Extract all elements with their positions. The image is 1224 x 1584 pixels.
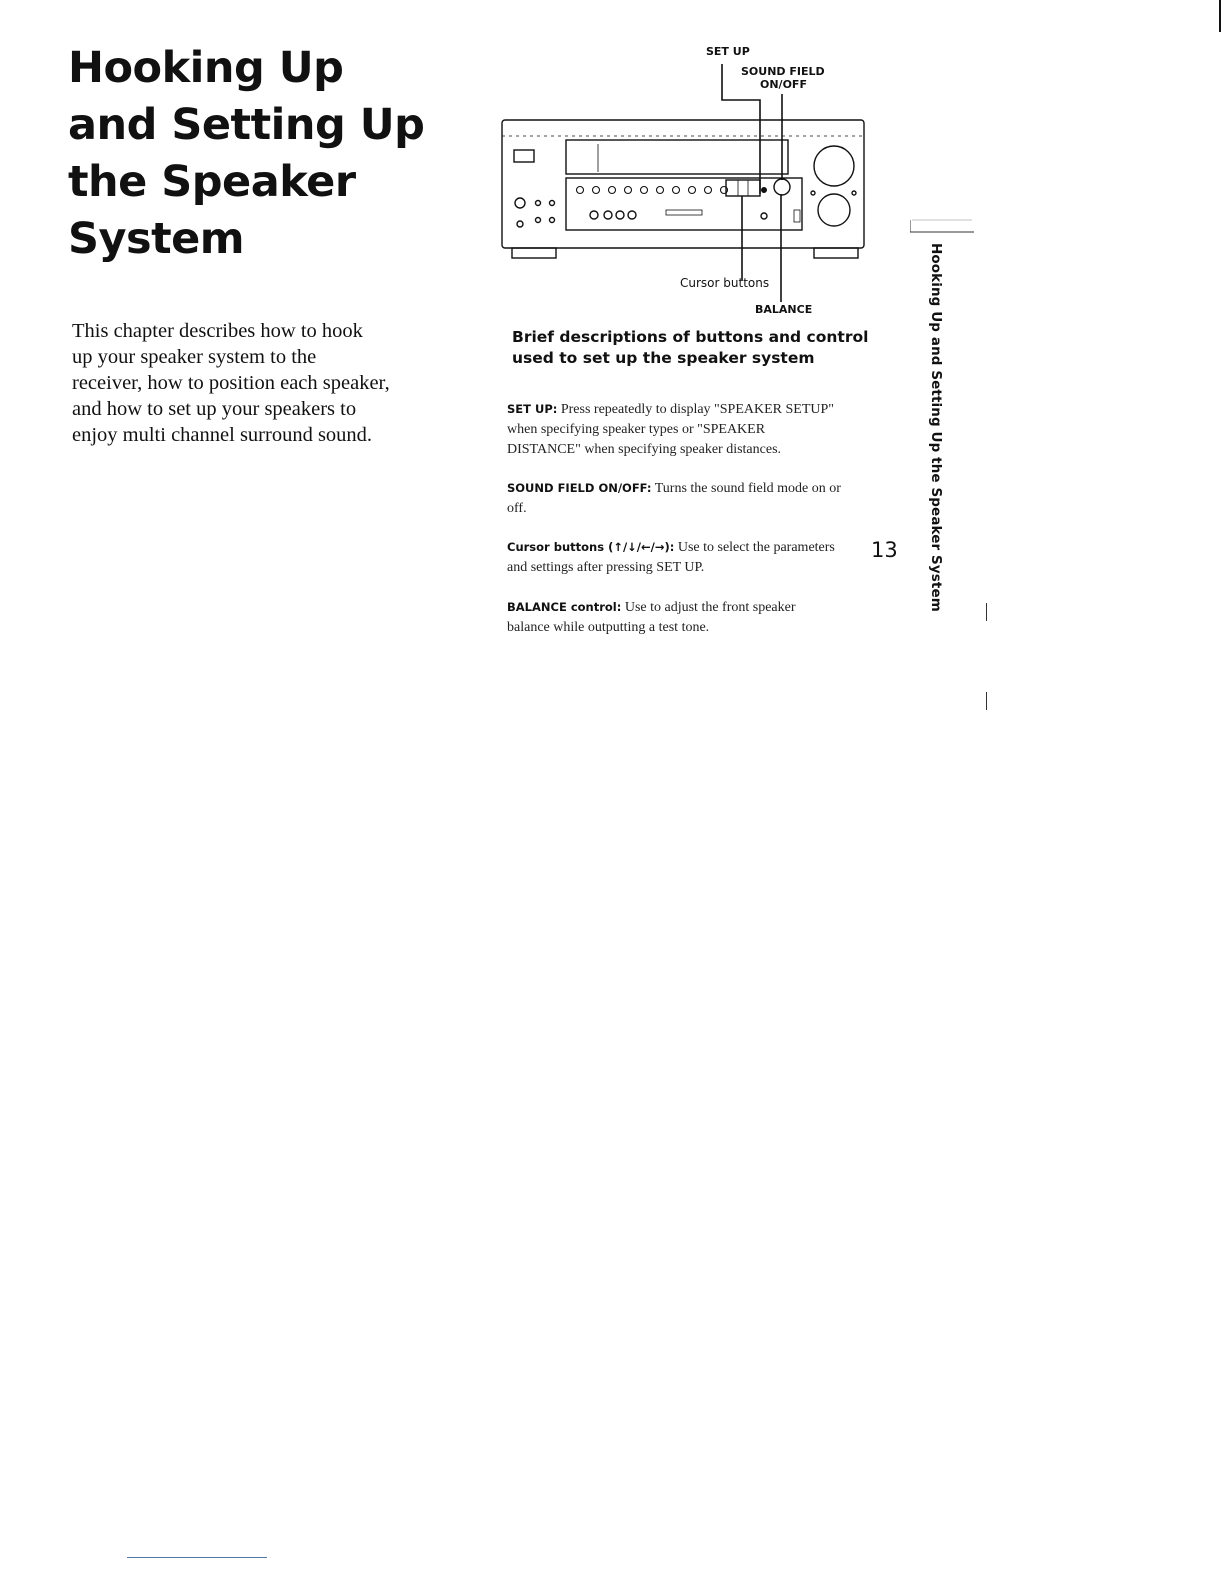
description-text: and settings after pressing SET UP. [507, 560, 705, 575]
intro-line: up your speaker system to the [72, 346, 317, 368]
side-tab: Hooking Up and Setting Up the Speaker System [928, 243, 944, 612]
input-knob [818, 194, 850, 226]
cursor-buttons-description [507, 537, 897, 578]
section-heading-line: used to set up the speaker system [512, 349, 815, 367]
master-volume-knob [814, 146, 854, 186]
cursor-button-cluster [726, 180, 760, 196]
description-text: Turns the sound field mode on or [654, 481, 841, 496]
set-up-description [507, 399, 897, 460]
description-text: balance while outputting a test tone. [507, 620, 710, 635]
title-line: and Setting Up [68, 100, 425, 150]
receiver-foot-left [512, 248, 556, 258]
description-term: BALANCE control: [507, 600, 622, 614]
set-up-label: SET UP [706, 45, 750, 58]
intro-line: This chapter describes how to hook [72, 320, 363, 342]
receiver-body [502, 120, 864, 248]
tab-marker [910, 218, 974, 238]
description-text: when specifying speaker types or "SPEAKER [507, 422, 766, 437]
margin-rule [1219, 0, 1221, 32]
description-term: SOUND FIELD ON/OFF: [507, 481, 652, 495]
title-line: the Speaker [68, 157, 356, 207]
input-selector-row [577, 187, 728, 194]
page-number: 13 [871, 538, 898, 562]
button-panel [566, 178, 802, 230]
description-text: DISTANCE" when specifying speaker distances. [507, 442, 782, 457]
cursor-buttons-label: Cursor buttons [680, 276, 770, 290]
intro-line: receiver, how to position each speaker, [72, 372, 390, 394]
margin-tick [986, 692, 987, 710]
balance-description [507, 597, 897, 638]
section-heading-line: Brief descriptions of buttons and control [512, 328, 869, 346]
intro-line: and how to set up your speakers to [72, 398, 357, 420]
balance-label: BALANCE [755, 303, 813, 316]
section-heading [512, 327, 892, 369]
intro-paragraph [72, 318, 432, 448]
bottom-rule [127, 1557, 267, 1558]
description-text: off. [507, 501, 527, 516]
title-line: System [68, 214, 245, 264]
set-up-marker [761, 187, 767, 193]
description-term: SET UP: [507, 402, 558, 416]
sound-field-label: SOUND FIELD [741, 65, 825, 78]
description-text: Use to select the parameters [677, 540, 835, 555]
receiver-diagram [498, 40, 878, 330]
receiver-foot-right [814, 248, 858, 258]
page-title [68, 40, 448, 268]
sound-field-onoff-label: ON/OFF [760, 78, 807, 91]
left-indicator [514, 150, 534, 162]
description-text: Use to adjust the front speaker [624, 600, 796, 615]
power-button [515, 198, 525, 208]
balance-knob [774, 179, 790, 195]
sound-field-description [507, 478, 897, 519]
title-line: Hooking Up [68, 43, 344, 93]
margin-tick [986, 603, 987, 621]
display-window [566, 140, 788, 174]
description-term: Cursor buttons (↑/↓/←/→): [507, 540, 675, 554]
description-text: Press repeatedly to display "SPEAKER SETUP" [560, 402, 834, 417]
intro-line: enjoy multi channel surround sound. [72, 424, 373, 446]
